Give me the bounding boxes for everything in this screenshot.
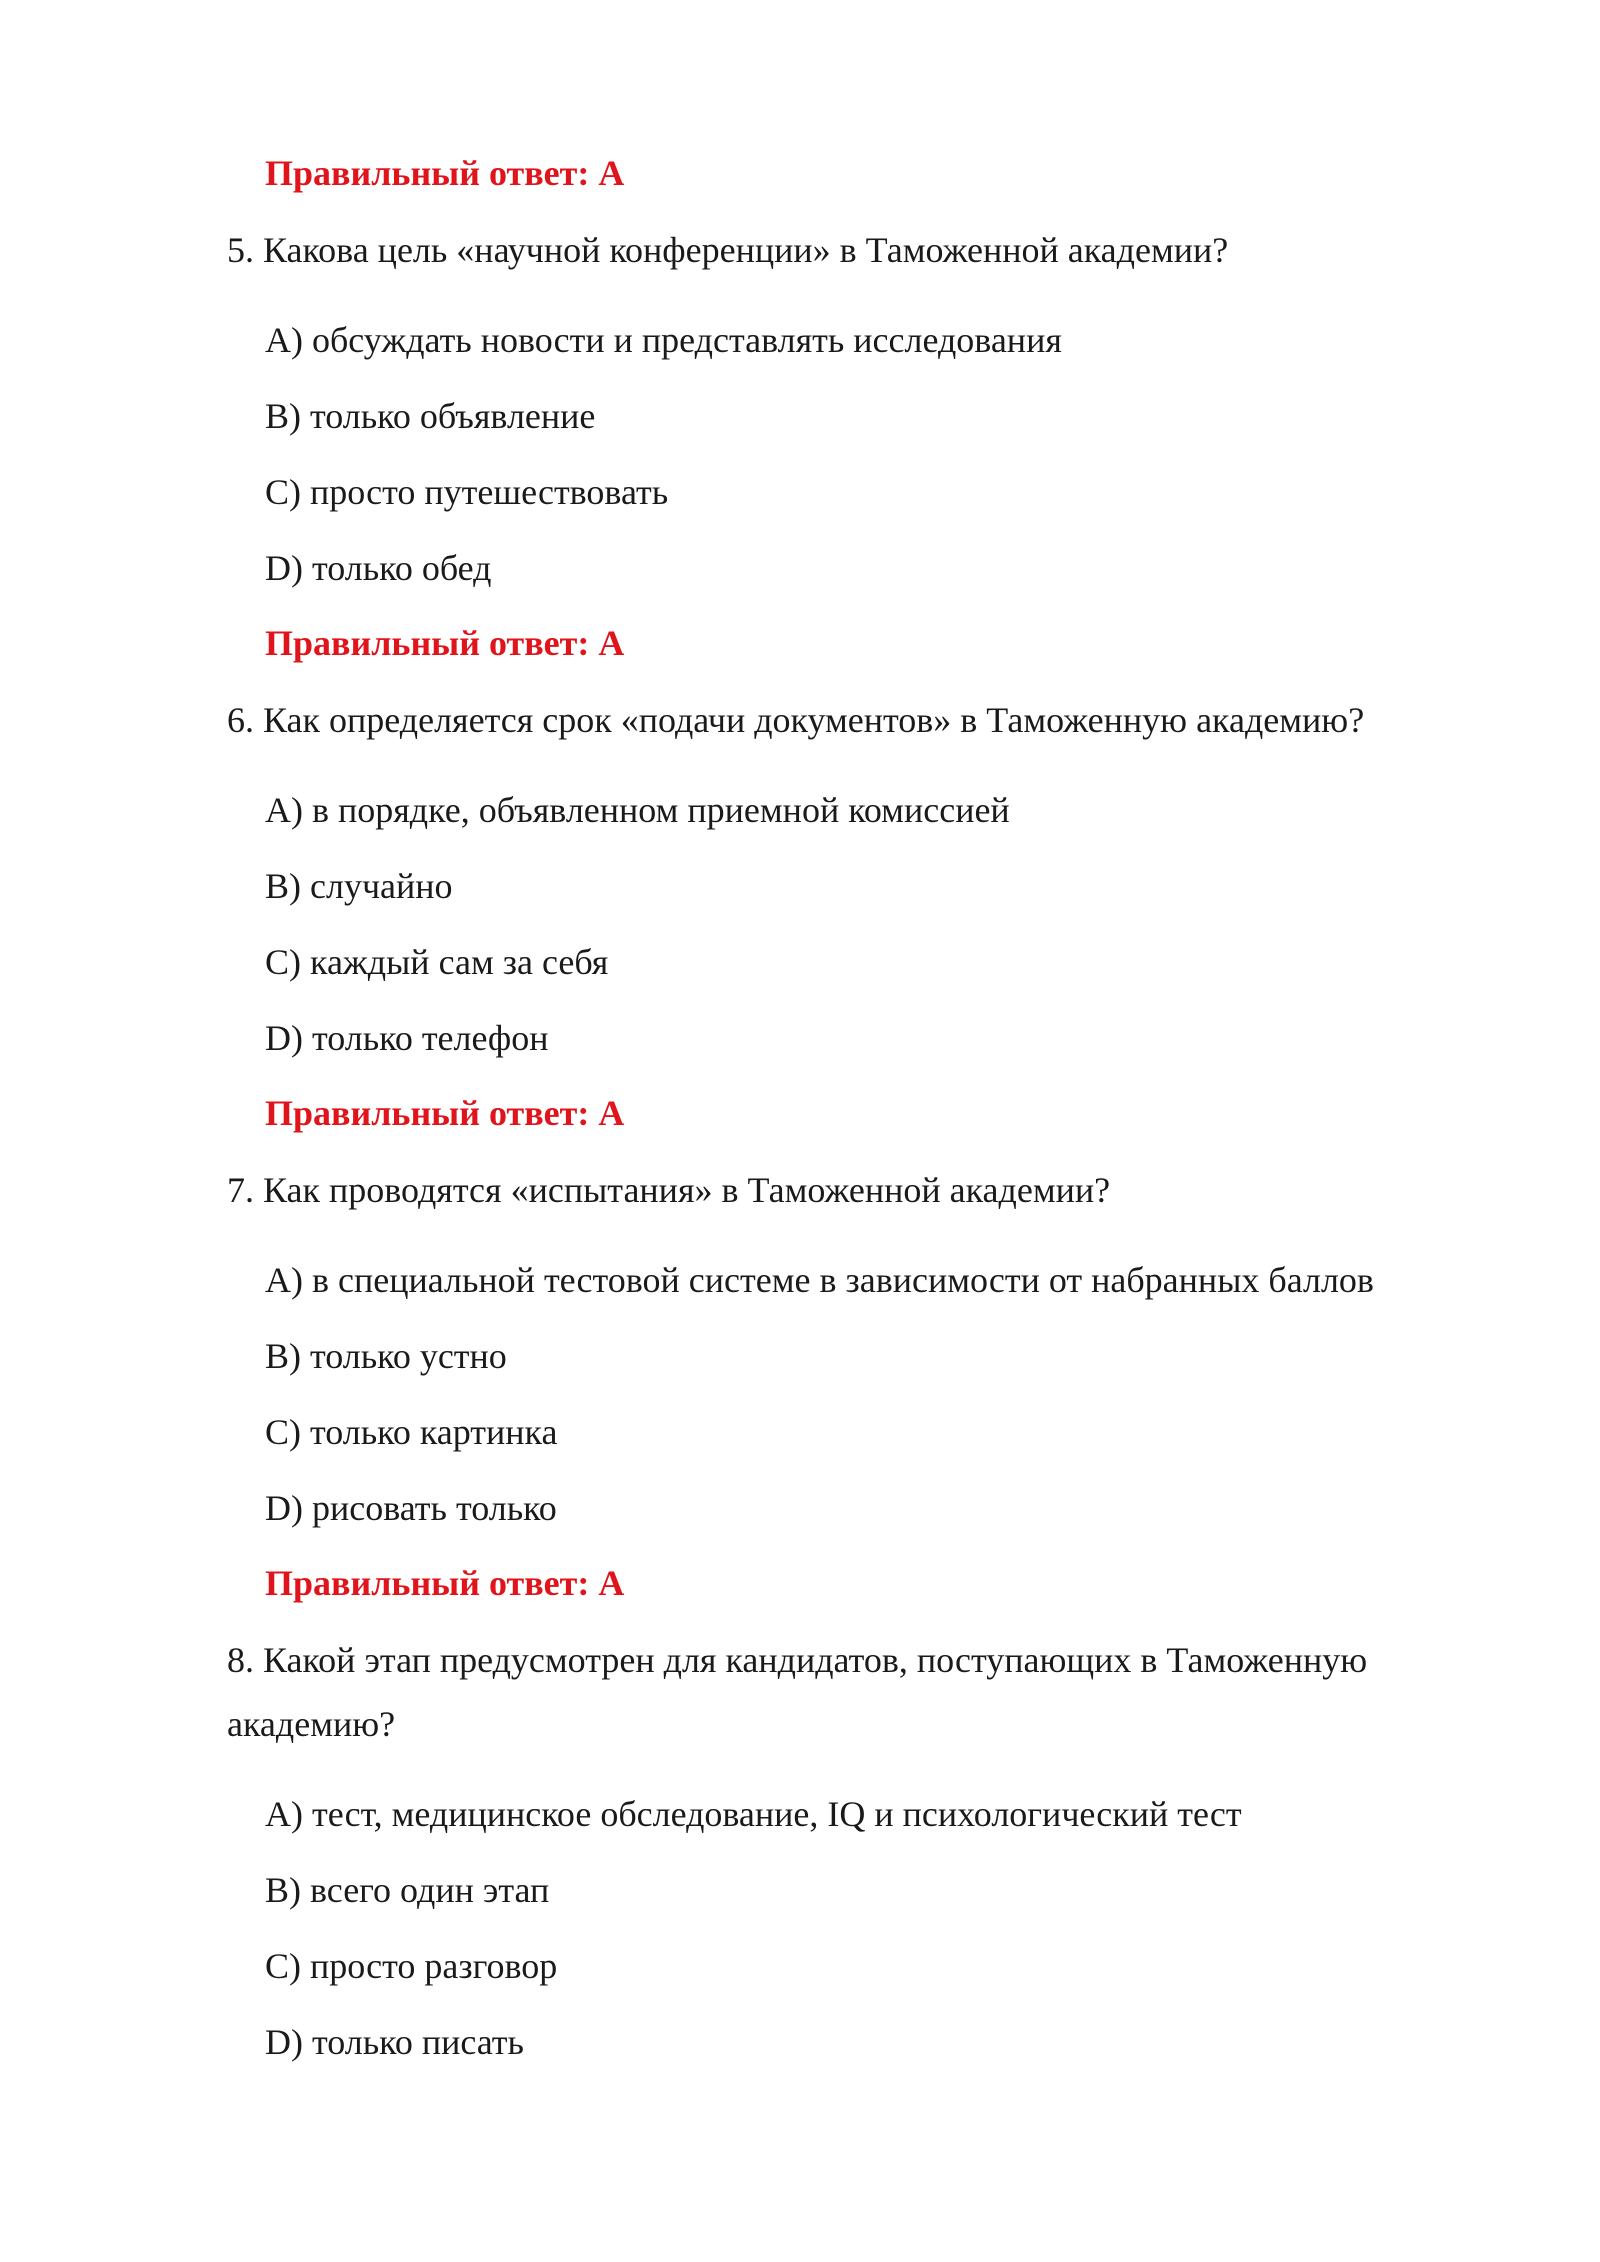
question-6-option-d: D) только телефон (265, 1018, 549, 1058)
question-7-correct-answer: Правильный ответ: A (265, 1563, 625, 1603)
question-6: 6. Как определяется срок «подачи документов» в Таможенную академию? (227, 700, 1365, 740)
question-5-correct-answer: Правильный ответ: A (265, 623, 625, 663)
question-8-line-1: 8. Какой этап предусмотрен для кандидатов, поступающих в Таможенную (227, 1640, 1368, 1680)
correct-answer-prev: Правильный ответ: A (265, 153, 625, 193)
question-5-option-c: C) просто путешествовать (265, 472, 669, 512)
question-8-option-d: D) только писать (265, 2022, 524, 2062)
question-6-option-a: A) в порядке, объявленном приемной комиссией (265, 790, 1010, 830)
question-7-option-a: A) в специальной тестовой системе в зависимости от набранных баллов (265, 1260, 1374, 1300)
question-7: 7. Как проводятся «испытания» в Таможенной академии? (227, 1170, 1111, 1210)
question-8-option-a: A) тест, медицинское обследование, IQ и психологический тест (265, 1794, 1242, 1834)
question-7-option-c: C) только картинка (265, 1412, 558, 1452)
question-6-correct-answer: Правильный ответ: A (265, 1093, 625, 1133)
question-8-line-2: академию? (227, 1704, 396, 1744)
question-8-option-c: C) просто разговор (265, 1946, 558, 1986)
question-6-option-b: B) случайно (265, 866, 453, 906)
question-7-option-b: B) только устно (265, 1336, 507, 1376)
question-5-option-a: A) обсуждать новости и представлять исследования (265, 320, 1062, 360)
question-7-option-d: D) рисовать только (265, 1488, 557, 1528)
question-5: 5. Какова цель «научной конференции» в Таможенной академии? (227, 230, 1229, 270)
question-5-option-d: D) только обед (265, 548, 492, 588)
question-5-option-b: B) только объявление (265, 396, 596, 436)
question-6-option-c: C) каждый сам за себя (265, 942, 609, 982)
question-8-option-b: B) всего один этап (265, 1870, 550, 1910)
